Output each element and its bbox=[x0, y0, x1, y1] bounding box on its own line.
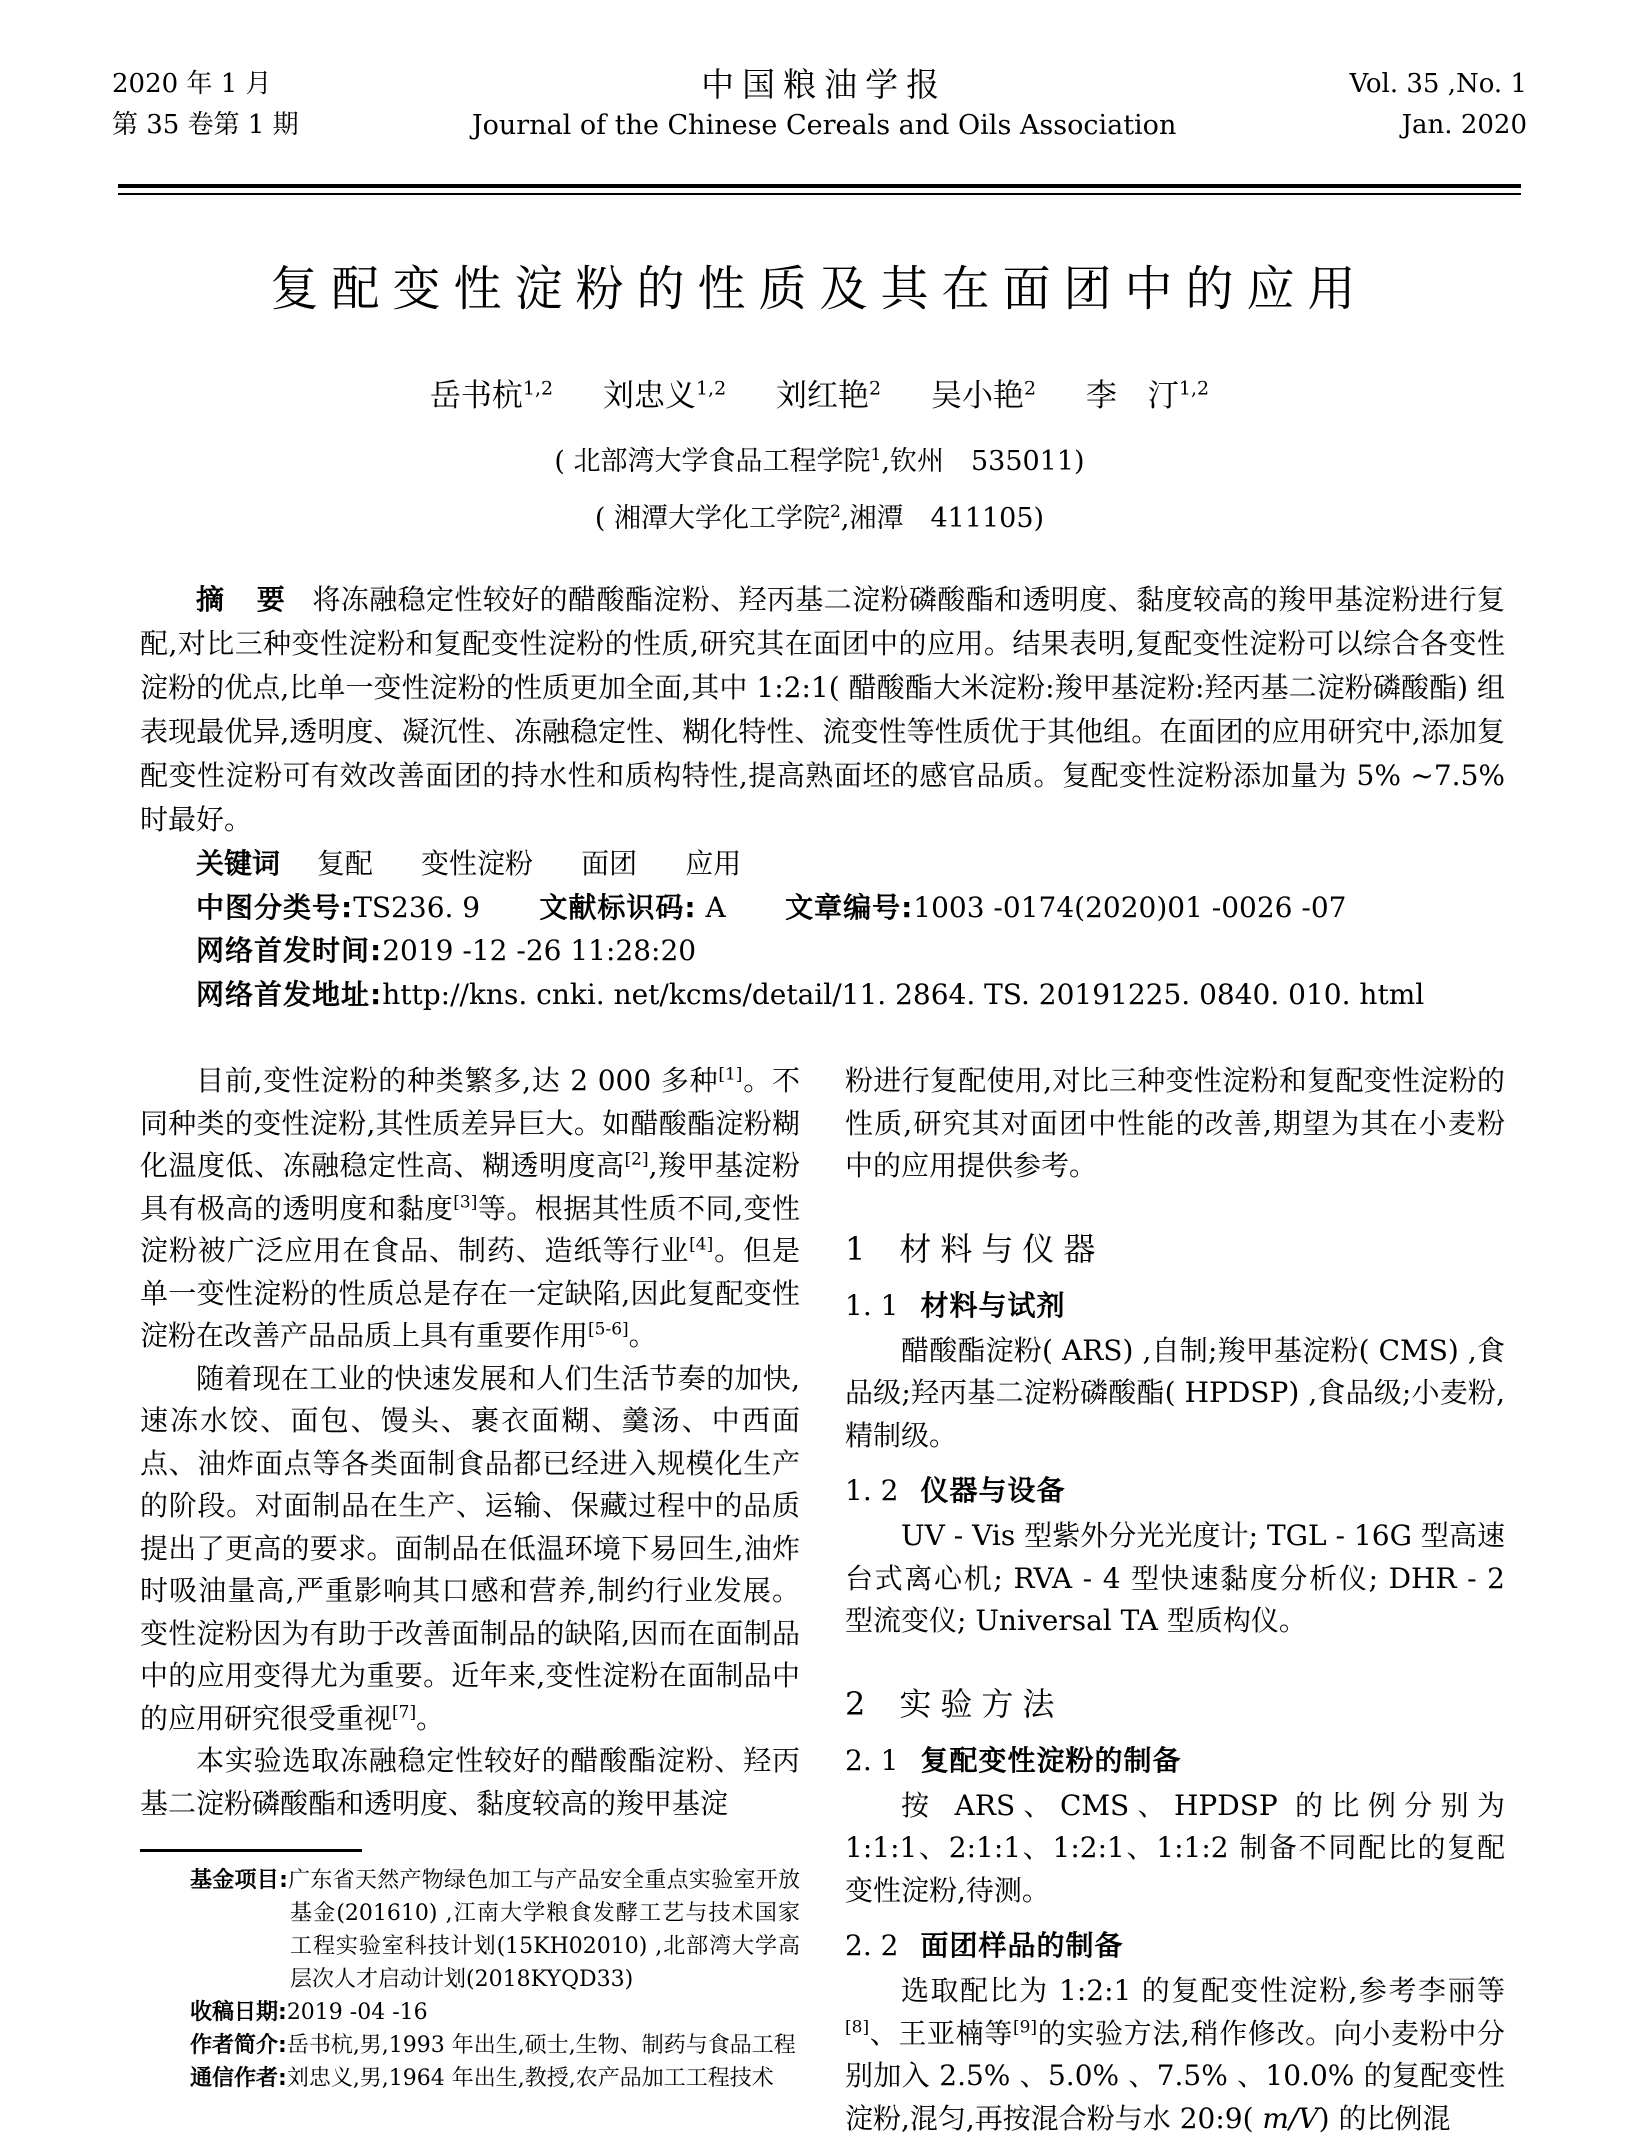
right-column-text bbox=[845, 1060, 1505, 2140]
keywords-line bbox=[140, 842, 1505, 886]
article-id: 文章编号:1003 -0174(2020)01 -0026 -07 bbox=[785, 890, 1347, 924]
keyword: 面团 bbox=[581, 847, 638, 881]
body-paragraph: 选取配比为 1:2:1 的复配变性淀粉,参考李丽等[8]、王亚楠等[9]的实验方法,稍作修改。向小麦粉中分别加入 2.5% 、5.0% 、7.5% 、10.0% 的复配变性淀粉,混匀,再按混合粉与水 20:9( m/V) 的比例混 bbox=[845, 1974, 1505, 2135]
front-matter bbox=[140, 578, 1505, 1016]
citation-ref: [9] bbox=[1012, 2017, 1038, 2038]
affiliation: ( 湘潭大学化工学院$^2$,湘潭 411105) bbox=[594, 502, 1045, 535]
header-left bbox=[112, 64, 299, 146]
body-paragraph: 按 ARS、CMS、HPDSP 的比例分别为 1:1:1、2:1:1、1:2:1、1:1:2 制备不同配比的复配变性淀粉,待测。 bbox=[845, 1788, 1505, 1907]
online-publish-time: 网络首发时间:2019 -12 -26 11:28:20 bbox=[196, 934, 697, 968]
citation-ref: [3] bbox=[453, 1192, 478, 1213]
citation-ref: [1] bbox=[718, 1065, 743, 1085]
footnote-block bbox=[140, 1849, 800, 2095]
author: 刘红艳$^2$ bbox=[776, 378, 882, 415]
right-column bbox=[845, 1060, 1505, 2140]
online-publish-address: 网络首发地址:http://kns. cnki. net/kcms/detail/11. 2864. TS. 20191225. 0840. 010. html bbox=[196, 977, 1425, 1011]
abstract-label: 摘 要 bbox=[196, 583, 288, 617]
left-column bbox=[140, 1060, 800, 2095]
citation-ref: [2] bbox=[624, 1150, 649, 1170]
document-code: 文献标识码: A bbox=[539, 890, 726, 924]
left-column-text bbox=[140, 1060, 800, 1825]
online-url: http://kns. cnki. net/kcms/detail/11. 2864. TS. 20191225. 0840. 010. html bbox=[382, 977, 1425, 1011]
author: 刘忠义$^{1,2}$ bbox=[602, 378, 727, 415]
body-paragraph: UV - Vis 型紫外分光光度计; TGL - 16G 型高速台式离心机; RVA - 4 型快速黏度分析仪; DHR - 2 型流变仪; Universal TA 型质构仪。 bbox=[845, 1519, 1505, 1638]
issue-date-cn: 2020 年 1 月 bbox=[112, 69, 272, 99]
keyword: 复配 bbox=[316, 847, 373, 881]
author: 岳书杭$^{1,2}$ bbox=[429, 378, 554, 415]
section-heading: 1 材料与仪器 bbox=[845, 1229, 1105, 1268]
meta-line bbox=[140, 886, 1505, 930]
volume-issue-cn: 第 35 卷第 1 期 bbox=[112, 110, 299, 140]
clc-number: 中图分类号:TS236. 9 bbox=[196, 890, 481, 924]
keywords-label: 关键词 bbox=[196, 847, 281, 881]
citation-ref: [4] bbox=[689, 1235, 714, 1255]
body-paragraph: 粉进行复配使用,对比三种变性淀粉和复配变性淀粉的性质,研究其对面团中性能的改善,期望为其在小麦粉中的应用提供参考。 bbox=[845, 1064, 1505, 1183]
body-paragraph: 本实验选取冻融稳定性较好的醋酸酯淀粉、羟丙基二淀粉磷酸酯和透明度、黏度较高的羧甲基淀 bbox=[140, 1744, 800, 1820]
footnote-fund: 基金项目:广东省天然产物绿色加工与产品安全重点实验室开放基金(201610) ,江南大学粮食发酵工艺与技术国家工程实验室科技计划(15KH02010) ,北部湾大学高层次人才启动计划(2018KYQD33) bbox=[190, 1868, 800, 1993]
footnote-corresponding-author: 通信作者:刘忠义,男,1964 年出生,教授,农产品加工工程技术 bbox=[190, 2066, 774, 2092]
article-title: 复配变性淀粉的性质及其在面团中的应用 bbox=[270, 261, 1369, 317]
subsection-heading: 2. 1 复配变性淀粉的制备 bbox=[845, 1743, 1182, 1777]
body-paragraph: 随着现在工业的快速发展和人们生活节奏的加快,速冻水饺、面包、馒头、裹衣面糊、羹汤、中西面点、油炸面点等各类面制食品都已经进入规模化生产的阶段。对面制品在生产、运输、保藏过程中的品质提出了更高的要求。面制品在低温环境下易回生,油炸时吸油量高,严重影响其口感和营养,制约行业发展。变性淀粉因为有助于改善面制品的缺陷,因而在面制品中的应用变得尤为重要。近年来,变性淀粉在面制品中的应用研究很受重视[7]。 bbox=[140, 1361, 800, 1735]
subsection-heading: 1. 2 仪器与设备 bbox=[845, 1474, 1066, 1508]
footnote-rule bbox=[140, 1849, 362, 1852]
abstract-text: 将冻融稳定性较好的醋酸酯淀粉、羟丙基二淀粉磷酸酯和透明度、黏度较高的羧甲基淀粉进行复配,对比三种变性淀粉和复配变性淀粉的性质,研究其在面团中的应用。结果表明,复配变性淀粉可以综合各变性淀粉的优点,比单一变性淀粉的性质更加全面,其中 1:2:1( 醋酸酯大米淀粉:羧甲基淀粉:羟丙基二淀粉磷酸酯) 组表现最优异,透明度、凝沉性、冻融稳定性、糊化特性、流变性等性质优于其他组。在面团的应用研究中,添加复配变性淀粉可有效改善面团的持水性和质构特性,提高熟面坯的感官品质。复配变性淀粉添加量为 5% ~7.5% 时最好。 bbox=[140, 583, 1505, 837]
author: 吴小艳$^2$ bbox=[930, 378, 1037, 415]
keyword: 应用 bbox=[685, 847, 742, 881]
subsection-heading: 1. 1 材料与试剂 bbox=[845, 1288, 1066, 1322]
header-center bbox=[472, 64, 1177, 146]
section-heading: 2 实验方法 bbox=[845, 1684, 1064, 1723]
subsection-heading: 2. 2 面团样品的制备 bbox=[845, 1929, 1124, 1963]
volume-issue-en: Vol. 35 ,No. 1 bbox=[1349, 69, 1527, 99]
body-paragraph: 目前,变性淀粉的种类繁多,达 2 000 多种[1]。不同种类的变性淀粉,其性质差异巨大。如醋酸酯淀粉糊化温度低、冻融稳定性高、糊透明度高[2],羧甲基淀粉具有极高的透明度和黏度[3]等。根据其性质不同,变性淀粉被广泛应用在食品、制药、造纸等行业[4]。但是单一变性淀粉的性质总是存在一定缺陷,因此复配变性淀粉在改善产品品质上具有重要作用[5-6]。 bbox=[140, 1064, 800, 1353]
abstract bbox=[140, 578, 1505, 842]
authors-line bbox=[0, 367, 1639, 418]
keyword: 变性淀粉 bbox=[421, 847, 534, 881]
affiliation: ( 北部湾大学食品工程学院$^1$,钦州 535011) bbox=[554, 445, 1085, 478]
header-divider-rule bbox=[118, 184, 1521, 195]
author: 李 汀$^{1,2}$ bbox=[1085, 378, 1210, 415]
affiliations bbox=[0, 430, 1639, 544]
journal-title-cn: 中国粮油学报 bbox=[701, 65, 948, 104]
citation-ref: [7] bbox=[392, 1702, 417, 1723]
citation-ref: [8] bbox=[845, 2017, 870, 2038]
header-right bbox=[1349, 64, 1527, 146]
journal-header bbox=[112, 64, 1527, 146]
footnote-author-bio: 作者简介:岳书杭,男,1993 年出生,硕士,生物、制药与食品工程 bbox=[190, 2033, 796, 2059]
body-paragraph: 醋酸酯淀粉( ARS) ,自制;羧甲基淀粉( CMS) ,食品级;羟丙基二淀粉磷酸酯( HPDSP) ,食品级;小麦粉,精制级。 bbox=[845, 1333, 1505, 1452]
issue-date-en: Jan. 2020 bbox=[1401, 110, 1527, 140]
footnote-received-date: 收稿日期:2019 -04 -16 bbox=[190, 2000, 428, 2026]
citation-ref: [5-6] bbox=[588, 1320, 629, 1340]
body-columns bbox=[140, 1060, 1505, 2140]
journal-title-en: Journal of the Chinese Cereals and Oils Association bbox=[471, 110, 1177, 141]
